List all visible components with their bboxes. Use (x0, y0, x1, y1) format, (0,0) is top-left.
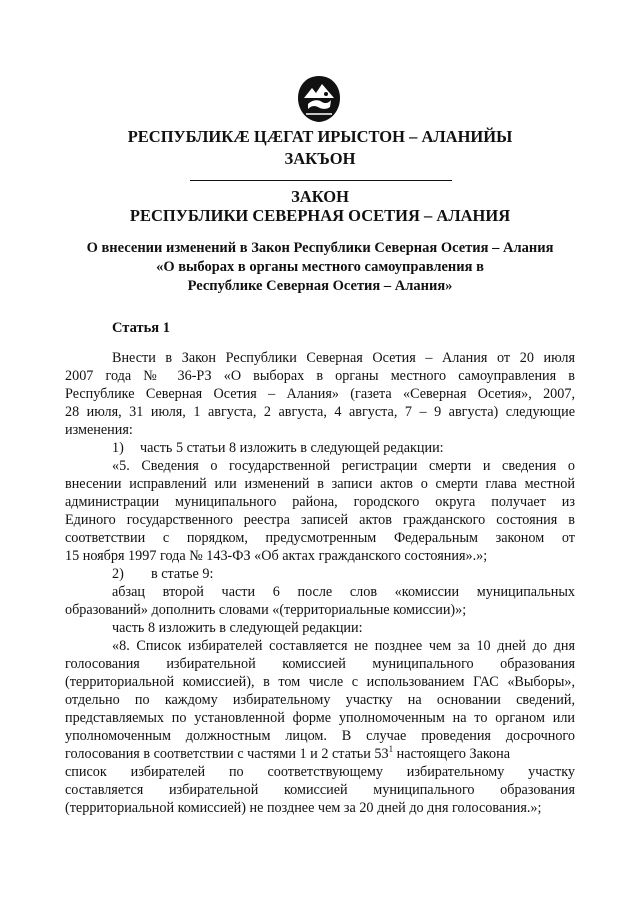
body-text: настоящего Закона (393, 746, 511, 762)
body-line: список избирателей по соответствующему избирательному участку (65, 764, 575, 780)
body-line: составляется избирательной комиссией муниципального образования (65, 782, 575, 798)
body-line: часть 5 статьи 8 изложить в следующей редакции: (140, 440, 444, 456)
body-line: администрации муниципального района, городского округа получает из (65, 494, 575, 510)
body-line: соответствии с порядком, предусмотренным Федеральным законом от (65, 530, 575, 546)
body-line-with-superscript (65, 745, 575, 764)
body-line: (территориальной комиссией), в том числе с использованием ГАС «Выборы», (65, 674, 575, 690)
law-subtitle-line-2: «О выборах в органы местного самоуправления в (156, 259, 484, 275)
body-text: голосования в соответствии с частями 1 и 2 статьи 53 (65, 746, 389, 762)
body-line: 15 ноября 1997 года № 143-ФЗ «Об актах гражданского состояния».»; (65, 548, 488, 564)
list-number: 1) (112, 440, 124, 456)
list-number: 2) (112, 566, 124, 582)
body-line: абзац второй части 6 после слов «комиссии муниципальных (112, 584, 575, 600)
body-line: часть 8 изложить в следующей редакции: (112, 620, 363, 636)
coat-of-arms-emblem (296, 74, 342, 124)
body-line: внесении исправлений или изменений в записи актов о смерти глава местной (65, 476, 575, 492)
republic-title: РЕСПУБЛИКИ СЕВЕРНАЯ ОСЕТИЯ – АЛАНИЯ (129, 206, 511, 225)
law-subtitle-line-1: О внесении изменений в Закон Республики Северная Осетия – Алания (86, 240, 554, 256)
body-line: 2007 года № 36-РЗ «О выборах в органы местного самоуправления в (65, 368, 575, 384)
body-line: Единого государственного реестра записей актов гражданского состояния в (65, 512, 575, 528)
body-line: Республике Северная Осетия – Алания» (газета «Северная Осетия», 2007, (65, 386, 575, 402)
body-line: отдельно по каждому избирательному участку на основании сведений, (65, 692, 575, 708)
superscript: 1 (388, 744, 394, 754)
law-title: ЗАКОН (291, 187, 349, 206)
law-subtitle-line-3: Республике Северная Осетия – Алания» (187, 278, 453, 294)
body-line: (территориальной комиссией) не позднее чем за 20 дней до дня голосования.»; (65, 800, 542, 816)
body-line: уполномоченным должностным лицом. В случае проведения досрочного (65, 728, 575, 744)
body-line: в статье 9: (151, 566, 214, 582)
body-line: «5. Сведения о государственной регистрации смерти и сведения о (112, 458, 575, 474)
body-line: 28 июля, 31 июля, 1 августа, 2 августа, 4 августа, 7 – 9 августа) следующие (65, 404, 575, 420)
ossetian-law-title: ЗАКЪОН (284, 149, 356, 168)
article-heading: Статья 1 (112, 320, 170, 336)
title-divider (190, 180, 452, 181)
body-line: образований» дополнить словами «(территориальные комиссии)»; (65, 602, 467, 618)
ossetian-republic-title: РЕСПУБЛИКӔ ЦӔГАТ ИРЫСТОН – АЛАНИЙЫ (127, 127, 513, 146)
body-line: Внести в Закон Республики Северная Осетия – Алания от 20 июля (112, 350, 575, 366)
body-line: голосования избирательной комиссией муниципального образования (65, 656, 575, 672)
body-line: «8. Список избирателей составляется не позднее чем за 10 дней до дня (112, 638, 575, 654)
body-line: изменения: (65, 422, 133, 438)
body-line: представляемых по установленной форме уполномоченным на то органом или (65, 710, 575, 726)
